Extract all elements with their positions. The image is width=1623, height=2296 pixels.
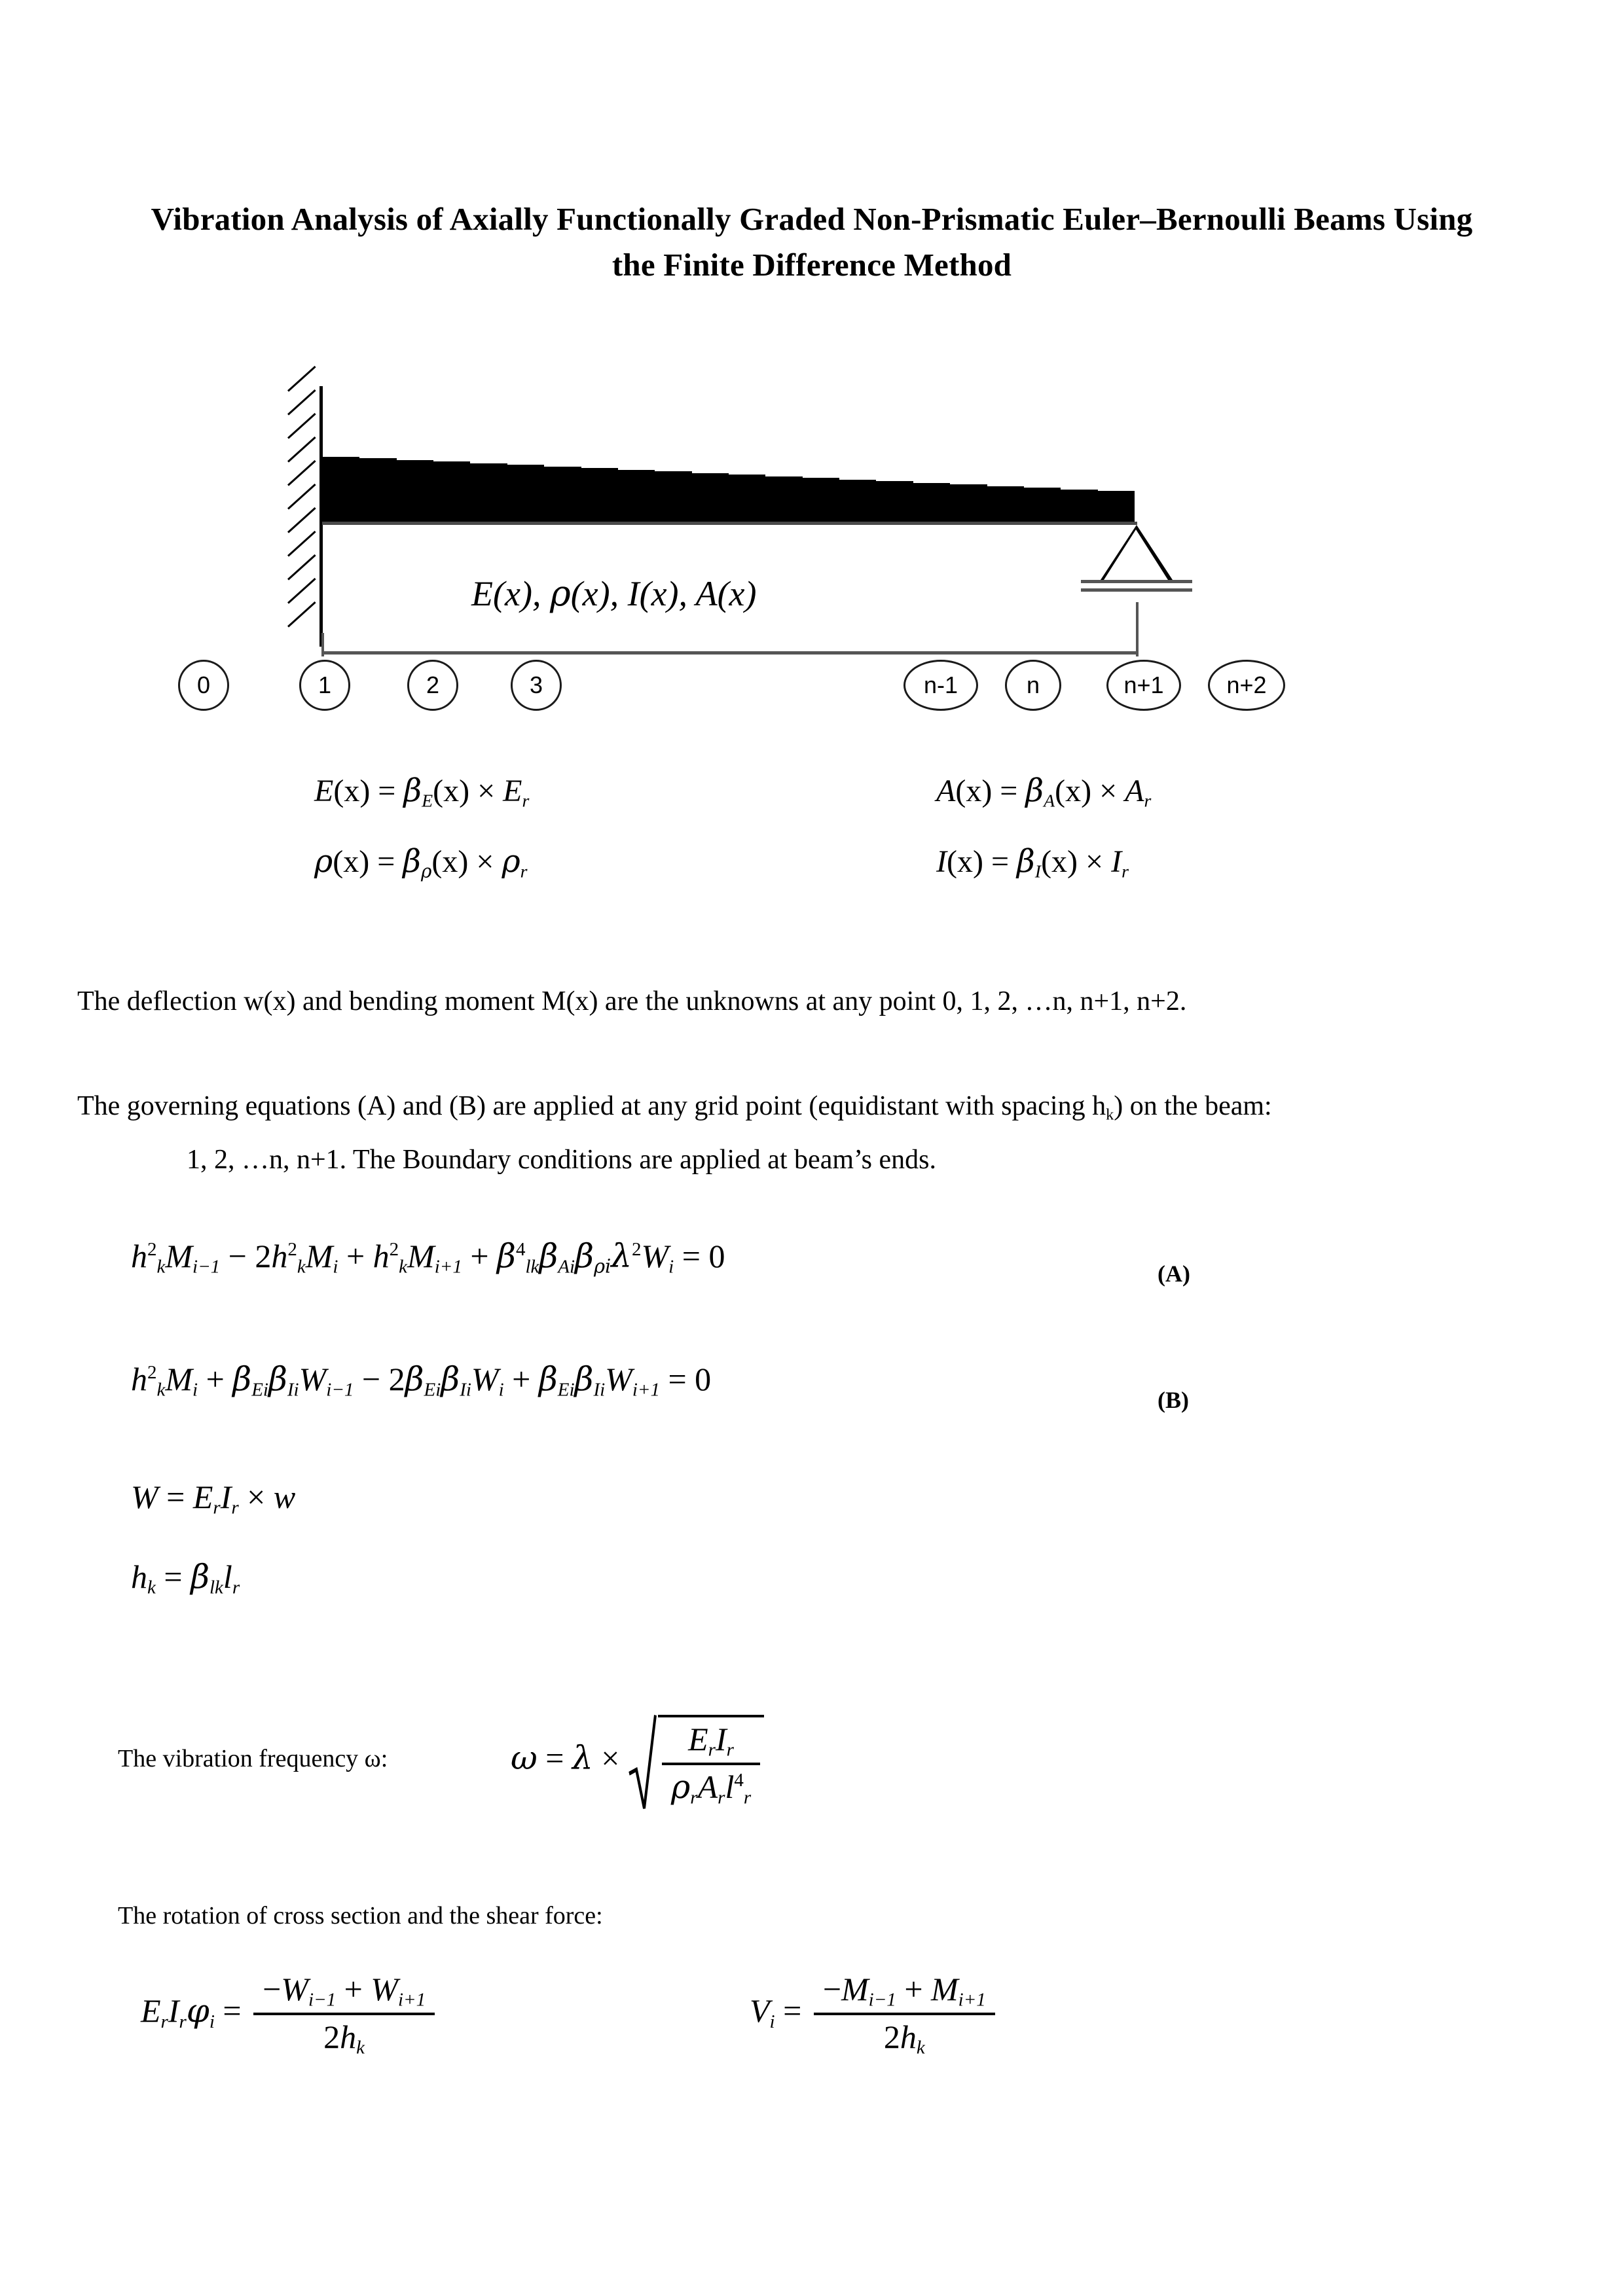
hkdef-h: h	[131, 1558, 147, 1595]
eqB-beta2: β	[268, 1360, 287, 1398]
hatch-stroke	[287, 389, 316, 416]
freq-equals: =	[545, 1740, 564, 1777]
A-beta-sub: A	[1044, 791, 1055, 812]
node-label-nminus1: n-1	[903, 660, 978, 711]
E-times: ×	[477, 774, 496, 808]
Wdef-E-sub: r	[213, 1497, 221, 1518]
rho-lhs: ρ	[314, 843, 333, 880]
node-label-row	[0, 660, 1623, 719]
dimension-tick-right	[1136, 602, 1139, 656]
A-lhs: A	[936, 774, 956, 808]
eqA-h2-sub: k	[297, 1256, 306, 1278]
shear-V-sub: i	[769, 2011, 775, 2032]
shear-denominator	[814, 2013, 995, 2059]
rot-phi-sub: i	[209, 2011, 215, 2032]
label-I: I	[627, 574, 640, 613]
eqB-zero: 0	[695, 1361, 712, 1397]
equation-frequency	[511, 1715, 764, 1808]
I-beta-arg: (x)	[1041, 844, 1078, 879]
freq-den-l-sub: r	[743, 1787, 752, 1808]
hkdef-beta: β	[191, 1558, 210, 1596]
shear-num-M1-sub: i−1	[868, 1989, 896, 2011]
eqB-W2-sub: i	[498, 1379, 504, 1401]
tapered-beam	[322, 455, 1134, 525]
rotation-fraction	[253, 1970, 435, 2058]
beam-diagram	[0, 386, 1623, 694]
beam-segment	[543, 467, 581, 525]
rot-num-W1: W	[281, 1971, 308, 2007]
shear-den-two: 2	[883, 2018, 900, 2055]
eqB-beta6-sub: Ii	[593, 1379, 606, 1401]
I-times: ×	[1085, 844, 1104, 879]
equation-W-definition	[131, 1478, 295, 1519]
node-label-1: 1	[299, 660, 350, 711]
hkdef-beta-sub: lk	[209, 1577, 223, 1598]
hkdef-h-sub: k	[147, 1577, 156, 1598]
eqA-h3-sup: 2	[389, 1239, 399, 1261]
eqB-M: M	[165, 1361, 193, 1397]
node-label-3: 3	[511, 660, 562, 711]
rot-phi: φ	[186, 1992, 210, 2030]
rot-E: E	[141, 1992, 161, 2030]
rot-num-W2: W	[371, 1971, 398, 2007]
freq-den-l-sup: 4	[734, 1769, 744, 1791]
governing-text-end: ) on the beam:	[1114, 1091, 1272, 1121]
equation-A-label: (A)	[1158, 1261, 1190, 1287]
shear-num-M2: M	[931, 1971, 958, 2007]
hatch-stroke	[287, 460, 316, 486]
eqA-zero: 0	[708, 1238, 725, 1274]
A-lhs-arg: (x)	[955, 774, 993, 808]
A-beta-arg: (x)	[1055, 774, 1092, 808]
rho-rhs-sub: r	[520, 861, 528, 882]
freq-num-I-sub: r	[726, 1739, 734, 1761]
eqA-beta3: β	[575, 1237, 594, 1275]
eqB-beta1: β	[232, 1360, 252, 1398]
equation-hk-definition	[131, 1558, 240, 1599]
eqB-plus2: +	[512, 1361, 531, 1397]
paragraph-governing	[77, 1086, 1570, 1126]
I-beta: β	[1017, 843, 1035, 880]
eqA-plus2: +	[470, 1238, 489, 1274]
rot-num-W1-sub: i−1	[308, 1989, 337, 2011]
eqB-beta6: β	[574, 1360, 594, 1398]
I-rhs: I	[1111, 844, 1122, 879]
eqA-h2: h	[271, 1238, 288, 1274]
equation-B	[131, 1360, 711, 1401]
node-label-0: 0	[178, 660, 229, 711]
hatch-stroke	[287, 437, 316, 463]
eqA-M3: M	[407, 1238, 435, 1274]
freq-lambda: λ	[572, 1739, 593, 1778]
eqB-minus: −	[361, 1361, 381, 1397]
eqA-beta2-sub: Ai	[558, 1256, 575, 1278]
beam-segment	[728, 475, 765, 525]
beam-segment	[654, 471, 691, 525]
hatch-stroke	[287, 413, 316, 439]
fixed-support-hatching	[288, 386, 322, 647]
equation-shear	[750, 1970, 999, 2058]
rot-den-h: h	[340, 2018, 357, 2055]
frequency-numerator	[662, 1720, 760, 1763]
eqA-beta2: β	[539, 1237, 558, 1275]
Wdef-I-sub: r	[231, 1497, 239, 1518]
rot-equals: =	[223, 1992, 242, 2030]
eqA-h1-sup: 2	[147, 1239, 157, 1261]
E-rhs-sub: r	[522, 791, 530, 812]
eqB-beta2-sub: Ii	[287, 1379, 299, 1401]
freq-den-A: A	[697, 1768, 718, 1805]
E-equals: =	[378, 774, 396, 808]
beam-segment	[1097, 491, 1135, 525]
hatch-stroke	[287, 507, 316, 533]
E-beta: β	[403, 772, 422, 809]
freq-num-E-sub: r	[708, 1739, 716, 1761]
eqA-minus: −	[228, 1238, 247, 1274]
freq-den-l: l	[725, 1768, 735, 1805]
eqA-lambda-sup: 2	[632, 1239, 642, 1261]
beam-segment	[913, 483, 950, 525]
E-lhs: E	[314, 774, 334, 808]
eqB-W2: W	[471, 1361, 499, 1397]
rot-E-sub: r	[160, 2011, 168, 2032]
governing-subscript-k: k	[1106, 1105, 1114, 1124]
freq-omega: ω	[511, 1739, 538, 1778]
support-ground-line-2	[1081, 588, 1192, 592]
freq-num-E: E	[688, 1721, 708, 1757]
eqA-beta3-sub: ρi	[593, 1255, 611, 1278]
beam-segment	[802, 478, 839, 525]
beam-segment	[359, 458, 396, 525]
governing-text-a: The governing equations (A) and (B) are applied at any grid point (equidistant with spacing h	[77, 1091, 1106, 1121]
label-A-arg: (x)	[717, 574, 757, 613]
eqA-equals: =	[682, 1238, 701, 1274]
eqA-beta1: β	[497, 1237, 516, 1275]
rho-beta: β	[403, 843, 422, 880]
eqA-h3: h	[373, 1238, 390, 1274]
paragraph-unknowns: The deflection w(x) and bending moment M(x) are the unknowns at any point 0, 1, 2, …n, n+1, n+2.	[77, 986, 1187, 1016]
Wdef-I: I	[220, 1479, 232, 1515]
I-rhs-sub: r	[1122, 861, 1129, 882]
label-rho-arg: (x)	[570, 574, 610, 613]
support-ground-line-1	[1081, 580, 1192, 583]
eqB-W3-sub: i+1	[632, 1379, 660, 1401]
eqA-lambda: λ	[611, 1237, 632, 1275]
beam-segment	[949, 484, 987, 525]
rho-times: ×	[476, 844, 494, 879]
E-rhs: E	[503, 774, 522, 808]
label-sep-2: ,	[610, 574, 628, 613]
A-rhs-sub: r	[1144, 791, 1152, 812]
eqA-two: 2	[255, 1238, 272, 1274]
eqB-W1: W	[299, 1361, 327, 1397]
equation-A-of-x	[936, 772, 1151, 812]
hkdef-l-sub: r	[232, 1577, 240, 1598]
hatch-stroke	[287, 366, 316, 392]
Wdef-E: E	[192, 1479, 213, 1515]
beam-segment	[875, 481, 913, 525]
eqA-beta1-sub: lk	[525, 1256, 539, 1278]
Wdef-W: W	[131, 1479, 158, 1515]
hkdef-equals: =	[164, 1558, 183, 1595]
hkdef-l: l	[223, 1558, 232, 1595]
rho-beta-arg: (x)	[431, 844, 469, 879]
freq-den-rho-sub: r	[690, 1787, 698, 1808]
eqB-h-sup: 2	[147, 1362, 157, 1384]
equation-rotation	[141, 1970, 439, 2058]
rot-den-h-sub: k	[356, 2037, 365, 2058]
support-triangle-inner	[1104, 529, 1168, 580]
page-title: Vibration Analysis of Axially Functionally Graded Non-Prismatic Euler–Bernoulli Beams Using the Finite Difference Method	[151, 201, 1473, 283]
I-equals: =	[991, 844, 1010, 879]
eqB-beta1-sub: Ei	[251, 1379, 268, 1401]
beam-segment	[507, 465, 544, 525]
eqB-beta5-sub: Ei	[557, 1379, 575, 1401]
frequency-intro-label: The vibration frequency ω:	[118, 1745, 388, 1772]
shear-num-minus: −	[822, 1971, 842, 2007]
rho-equals: =	[377, 844, 395, 879]
square-root	[628, 1715, 764, 1808]
eqA-h3-sub: k	[399, 1256, 408, 1278]
freq-num-I: I	[715, 1721, 727, 1757]
shear-numerator	[814, 1970, 995, 2013]
eqA-h1: h	[131, 1238, 147, 1274]
shear-den-h: h	[900, 2018, 917, 2055]
I-lhs-arg: (x)	[946, 844, 983, 879]
label-rho: ρ	[549, 573, 571, 614]
label-I-arg: (x)	[639, 574, 679, 613]
eqB-h: h	[131, 1361, 147, 1397]
rho-beta-sub: ρ	[421, 860, 432, 882]
equation-A	[131, 1237, 725, 1278]
beam-segment	[396, 460, 433, 525]
eqA-plus1: +	[346, 1238, 365, 1274]
radicand	[658, 1715, 764, 1808]
shear-num-M1: M	[841, 1971, 869, 2007]
frequency-fraction	[662, 1720, 760, 1808]
beam-segment	[469, 463, 507, 525]
label-E: E	[471, 574, 493, 613]
Wdef-w: w	[273, 1479, 296, 1515]
eqB-beta3-sub: Ei	[424, 1379, 441, 1401]
beam-segment	[617, 470, 655, 525]
dimension-line	[323, 651, 1138, 655]
beam-segment	[581, 468, 618, 525]
eqA-h2-sup: 2	[287, 1239, 297, 1261]
equation-E-of-x	[314, 772, 529, 812]
pin-support	[1081, 525, 1192, 597]
eqB-h-sub: k	[156, 1379, 166, 1401]
E-beta-arg: (x)	[433, 774, 470, 808]
shear-V: V	[750, 1992, 770, 2030]
eqA-M3-sub: i+1	[434, 1256, 462, 1278]
eqA-M2: M	[305, 1238, 333, 1274]
eqB-W1-sub: i−1	[326, 1379, 354, 1401]
label-E-arg: (x)	[493, 574, 532, 613]
node-label-nplus1: n+1	[1106, 660, 1181, 711]
I-lhs: I	[936, 844, 947, 879]
eqB-beta4-sub: Ii	[460, 1379, 471, 1401]
eqB-two: 2	[388, 1361, 405, 1397]
eqA-W-sub: i	[668, 1256, 674, 1278]
eqA-h1-sub: k	[156, 1256, 166, 1278]
beam-segment	[691, 473, 729, 525]
frequency-denominator	[662, 1763, 760, 1809]
freq-times: ×	[601, 1740, 620, 1777]
beam-segment	[839, 480, 876, 525]
A-equals: =	[1000, 774, 1018, 808]
rot-num-W2-sub: i+1	[397, 1989, 426, 2011]
hatch-stroke	[287, 531, 316, 557]
node-label-n: n	[1005, 660, 1061, 711]
label-sep-3: ,	[678, 574, 696, 613]
freq-den-A-sub: r	[718, 1787, 725, 1808]
rot-I: I	[168, 1992, 179, 2030]
eqB-beta5: β	[538, 1360, 558, 1398]
eqA-W: W	[641, 1238, 669, 1274]
shear-den-h-sub: k	[916, 2037, 925, 2058]
A-rhs: A	[1125, 774, 1144, 808]
eqA-M2-sub: i	[333, 1256, 338, 1278]
rotation-numerator	[253, 1970, 435, 2013]
Wdef-equals: =	[166, 1479, 185, 1515]
paragraph-boundary: 1, 2, …n, n+1. The Boundary conditions are applied at beam’s ends.	[187, 1145, 937, 1175]
node-label-2: 2	[407, 660, 458, 711]
label-A: A	[695, 574, 718, 613]
eqA-beta1-sup: 4	[515, 1239, 526, 1261]
eqB-M-sub: i	[192, 1379, 198, 1401]
eqB-beta4: β	[441, 1360, 460, 1398]
beam-bottom-edge	[322, 522, 1137, 525]
beam-property-label	[471, 573, 757, 614]
shear-num-plus: +	[904, 1971, 923, 2007]
eqB-W3: W	[605, 1361, 632, 1397]
rotation-intro-label: The rotation of cross section and the shear force:	[118, 1902, 603, 1929]
beam-segment	[433, 461, 470, 525]
E-lhs-arg: (x)	[333, 774, 371, 808]
I-beta-sub: I	[1034, 861, 1042, 882]
beam-segment	[987, 486, 1024, 525]
eqB-beta3: β	[405, 1360, 424, 1398]
eqB-equals: =	[668, 1361, 687, 1397]
radical-sign-icon	[628, 1712, 657, 1811]
equation-I-of-x	[936, 843, 1129, 882]
rot-den-two: 2	[323, 2018, 340, 2055]
rot-I-sub: r	[179, 2011, 187, 2032]
shear-num-M2-sub: i+1	[958, 1989, 986, 2011]
beam-segment	[765, 476, 802, 525]
eqA-M1-sub: i−1	[192, 1256, 221, 1278]
label-sep-1: ,	[532, 574, 550, 613]
equation-rho-of-x	[314, 843, 528, 882]
E-beta-sub: E	[422, 791, 433, 812]
shear-fraction	[814, 1970, 995, 2058]
shear-equals: =	[783, 1992, 802, 2030]
rotation-denominator	[253, 2013, 435, 2059]
hatch-stroke	[287, 554, 316, 581]
rot-num-plus: +	[344, 1971, 363, 2007]
rho-lhs-arg: (x)	[333, 844, 370, 879]
beam-segment	[1060, 490, 1097, 525]
hatch-stroke	[287, 484, 316, 510]
node-label-nplus2: n+2	[1208, 660, 1285, 711]
eqA-M1: M	[165, 1238, 193, 1274]
beam-segment	[1023, 488, 1061, 525]
equation-B-label: (B)	[1158, 1387, 1189, 1413]
hatch-stroke	[287, 578, 316, 604]
rot-num-minus: −	[263, 1971, 282, 2007]
A-times: ×	[1099, 774, 1118, 808]
eqB-plus1: +	[206, 1361, 225, 1397]
rho-rhs: ρ	[501, 843, 520, 880]
beam-segment	[322, 457, 359, 525]
hatch-stroke	[287, 601, 316, 628]
Wdef-times: ×	[247, 1479, 266, 1515]
A-beta: β	[1025, 772, 1044, 809]
freq-den-rho: ρ	[670, 1767, 691, 1806]
